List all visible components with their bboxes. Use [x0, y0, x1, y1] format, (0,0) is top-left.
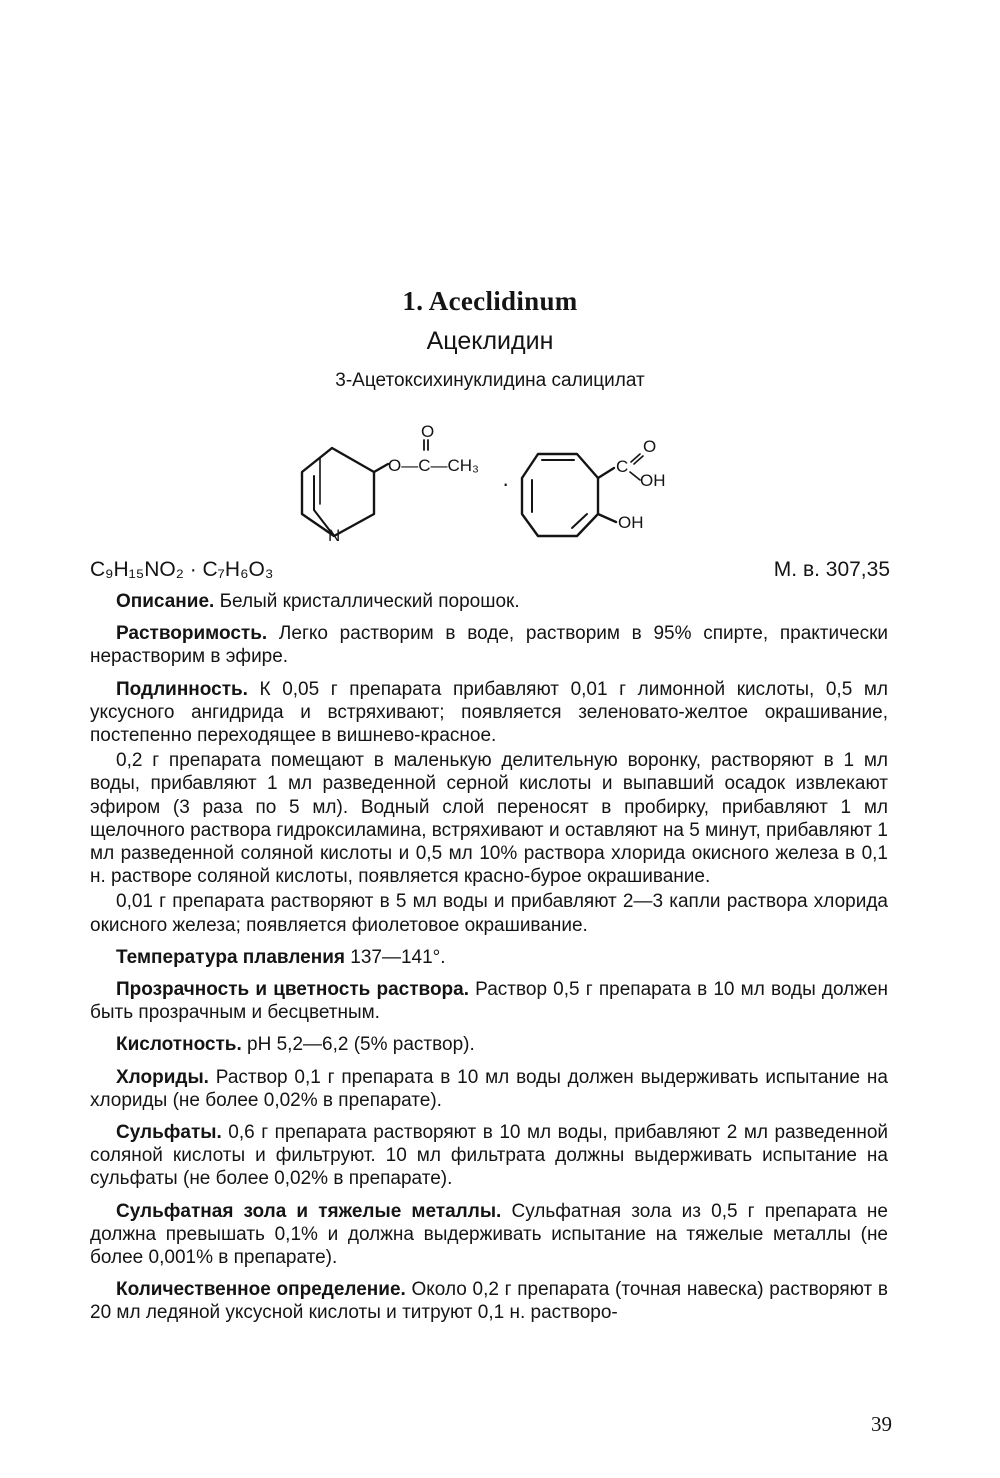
- section-label: Температура плавления: [116, 946, 345, 968]
- phenol-hydroxyl: OH: [618, 513, 644, 532]
- section-label: Кислотность.: [116, 1034, 242, 1056]
- paragraph-identity: [90, 678, 888, 748]
- paragraph-melting-point: [90, 946, 888, 969]
- section-label: Подлинность.: [116, 678, 248, 700]
- structural-formula: [290, 418, 710, 553]
- paragraph-chlorides: [90, 1066, 888, 1112]
- section-text: 0,2 г препарата помещают в маленькую делительную воронку, растворяют в 1 мл воды, прибавляют 1 мл разведенной серной кислоты и выпавший осадок извлекают эфиром (3 раза по 5 мл). Водный слой переносят в пробирку, прибавляют 1 мл щелочного раствора гидроксиламина, встряхивают и оставляют на 5 минут, прибавляют 1 мл разведенной соляной кислоты и 0,5 мл 10% раствора хлорида окисного железа в 0,1 н. растворе соляной кислоты, появляется красно-бурое окрашивание.: [90, 750, 888, 888]
- section-text: Белый кристаллический порошок.: [214, 591, 520, 612]
- paragraph-solubility: [90, 622, 888, 668]
- carboxyl-hydroxyl: OH: [640, 471, 666, 490]
- section-text: Сульфатная зола из 0,5 г препарата не должна превышать 0,1% и должна выдерживать испытание на тяжелые металлы (не более 0,001% в препарате).: [90, 1200, 888, 1269]
- section-label: Хлориды.: [116, 1066, 209, 1088]
- paragraph-identity-test-3: [90, 890, 888, 936]
- section-label: Сульфаты.: [116, 1122, 222, 1144]
- section-text: Раствор 0,1 г препарата в 10 мл воды должен выдерживать испытание на хлориды (не более 0,02% в препарате).: [90, 1066, 888, 1111]
- molecular-formula: C₉H₁₅NO₂ · C₇H₆O₃: [90, 558, 274, 581]
- latin-title: 1. Aceclidinum: [402, 286, 578, 316]
- paragraph-assay: [90, 1278, 888, 1324]
- section-label: Прозрачность и цветность раствора.: [116, 979, 470, 1001]
- section-label: Сульфатная зола и тяжелые металлы.: [116, 1200, 502, 1222]
- carbonyl-oxygen: O: [421, 422, 435, 441]
- section-text: 137—141°.: [344, 946, 446, 968]
- section-text: 0,6 г препарата растворяют в 10 мл воды, прибавляют 2 мл разведенной соляной кислоты и фильтруют. 10 мл фильтрата должны выдерживать испытание на сульфаты (не более 0,02% в препарате).: [90, 1122, 888, 1190]
- section-text: pH 5,2—6,2 (5% раствор).: [241, 1034, 475, 1056]
- russian-title: Ацеклидин: [426, 327, 554, 355]
- paragraph-acidity: [90, 1033, 888, 1056]
- section-text: Около 0,2 г препарата (точная навеска) растворяют в 20 мл ледяной уксусной кислоты и титруют 0,1 н. растворо-: [90, 1279, 888, 1324]
- paragraph-identity-test-2: [90, 749, 888, 888]
- section-text: 0,01 г препарата растворяют в 5 мл воды и прибавляют 2—3 капли раствора хлорида окисного железа; появляется фиолетовое окрашивание.: [90, 891, 888, 936]
- molecular-weight: М. в. 307,35: [773, 558, 890, 581]
- section-text: Раствор 0,5 г препарата в 10 мл воды должен быть прозрачным и бесцветным.: [90, 979, 888, 1024]
- section-label: Растворимость.: [116, 623, 268, 645]
- section-text: К 0,05 г препарата прибавляют 0,01 г лимонной кислоты, 0,5 мл уксусного ангидрида и встряхивают; появляется зеленовато-желтое окрашивание, постепенно переходящее в вишнево-красное.: [90, 678, 888, 747]
- chemical-name: 3-Ацетоксихинуклидина салицилат: [335, 370, 645, 391]
- monograph-header: [90, 286, 890, 392]
- paragraph-description: [90, 590, 888, 613]
- page-number: 39: [871, 1412, 892, 1436]
- paragraph-sulfates: [90, 1121, 888, 1191]
- monograph-body: [90, 590, 888, 1334]
- section-text: Легко растворим в воде, растворим в 95% спирте, практически нерастворим в эфире.: [90, 623, 888, 668]
- paragraph-sulfated-ash: [90, 1200, 888, 1270]
- nitrogen-atom: N: [328, 526, 341, 545]
- carboxyl-carbon: C: [616, 457, 629, 476]
- ester-chain: O—C—CH₃: [388, 456, 479, 475]
- carboxyl-oxygen: O: [643, 437, 657, 456]
- salt-dot: ·: [502, 471, 510, 496]
- section-label: Описание.: [116, 591, 215, 612]
- paragraph-clarity: [90, 978, 888, 1024]
- section-label: Количественное определение.: [116, 1279, 406, 1301]
